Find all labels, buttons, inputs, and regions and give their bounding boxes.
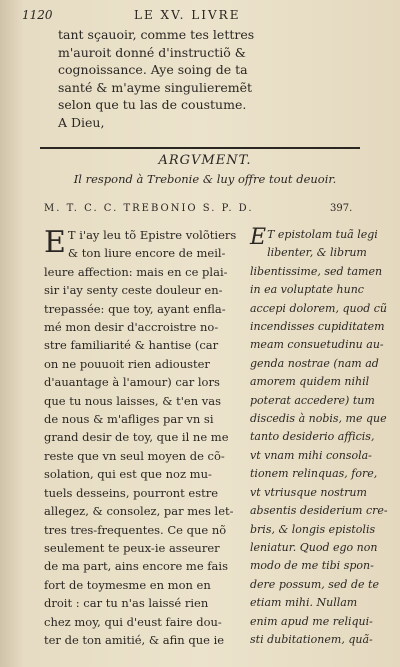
section-rule xyxy=(40,147,360,149)
text-line: seulement te peux-ie asseurer xyxy=(44,540,220,555)
text-line: sir i'ay senty ceste douleur en- xyxy=(44,283,223,298)
text-line: droit : car tu n'as laissé rien xyxy=(44,596,209,611)
text-line: leniatur. Quod ego non xyxy=(250,540,378,554)
text-line: ter de ton amitié, & afin que ie xyxy=(44,632,225,647)
text-line: poterat accedere) tum xyxy=(250,393,375,407)
text-line: vt vnam mihi consola- xyxy=(250,448,372,462)
text-line: T epistolam tuã legi xyxy=(267,228,378,241)
text-line: meam consuetudinu au- xyxy=(250,338,384,352)
text-line: santé & m'ayme singulieremẽt xyxy=(58,79,252,95)
running-title: LE XV. LIVRE xyxy=(134,8,241,22)
text-line: grand desir de toy, que il ne me xyxy=(44,430,229,445)
text-line: absentis desiderium cre- xyxy=(250,504,388,518)
text-line: dere possum, sed de te xyxy=(250,577,379,591)
text-line: tant sçauoir, comme tes lettres xyxy=(58,27,255,42)
drop-capital: E xyxy=(250,225,267,250)
text-line: tanto desiderio afficis, xyxy=(250,430,375,444)
letter-number: 397. xyxy=(330,203,353,214)
text-line: mé mon desir d'accroistre no- xyxy=(44,320,219,335)
text-line: & ton liure encore de meil- xyxy=(67,246,226,261)
text-line: d'auantage à l'amour) car lors xyxy=(44,375,220,390)
text-line: accepi dolorem, quod cũ xyxy=(250,301,387,315)
text-line: discedis à nobis, me que xyxy=(250,412,387,426)
text-line: incendisses cupiditatem xyxy=(250,320,385,334)
text-line: sti dubitationem, quã- xyxy=(250,632,373,646)
text-line: etiam mihi. Nullam xyxy=(250,596,358,610)
text-line: on ne pouuoit rien adiouster xyxy=(44,356,210,371)
text-line: bris, & longis epistolis xyxy=(250,522,376,536)
text-line: selon que tu las de coustume. xyxy=(58,97,247,112)
text-line: tres tres-frequentes. Ce que nõ xyxy=(44,522,227,537)
text-line: in ea voluptate hunc xyxy=(250,283,364,297)
text-line: libenter, & librum xyxy=(267,246,367,260)
text-line: enim apud me reliqui- xyxy=(250,614,373,628)
french-column xyxy=(44,226,244,649)
text-line: fort de toymesme en mon en xyxy=(44,577,211,592)
text-line: que tu nous laisses, & t'en vas xyxy=(44,393,222,408)
text-line: modo de me tibi spon- xyxy=(250,559,374,573)
text-line: tuels desseins, pourront estre xyxy=(44,485,219,500)
text-line: amorem quidem nihil xyxy=(250,375,370,389)
text-line: trepassée: que toy, ayant enfla- xyxy=(44,301,226,316)
previous-letter-ending xyxy=(58,26,255,131)
text-line: reste que vn seul moyen de cõ- xyxy=(44,448,225,463)
page-number: 1120 xyxy=(22,8,53,22)
running-header xyxy=(22,8,380,26)
text-line: T i'ay leu tõ Epistre volõtiers xyxy=(67,228,237,242)
argument-summary: Il respond à Trebonie & luy offre tout deuoir. xyxy=(73,172,337,186)
text-line: chez moy, qui d'eust faire dou- xyxy=(44,614,222,629)
letter-salutation: M. T. C. C. TREBONIO S. P. D. xyxy=(44,203,254,214)
text-line: solation, qui est que noz mu- xyxy=(44,467,212,482)
text-line: m'auroit donné d'instructiõ & xyxy=(58,44,246,60)
text-line: libentissime, sed tamen xyxy=(250,264,383,278)
text-line: tionem relinquas, fore, xyxy=(250,467,378,481)
text-line: de nous & m'afliges par vn si xyxy=(44,412,214,427)
drop-capital: E xyxy=(44,225,66,260)
text-line: de ma part, ains encore me fais xyxy=(44,559,228,574)
text-line: allegez, & consolez, par mes let- xyxy=(44,504,234,519)
text-line: stre familiarité & hantise (car xyxy=(44,338,219,353)
text-line: genda nostrae (nam ad xyxy=(250,356,379,370)
latin-column xyxy=(250,225,388,649)
text-line: cognoissance. Aye soing de ta xyxy=(58,62,248,77)
text-line: A Dieu, xyxy=(58,114,105,130)
argument-heading: ARGVMENT. xyxy=(158,153,252,168)
text-line: vt vtriusque nostrum xyxy=(250,485,367,499)
text-line: leure affection: mais en ce plai- xyxy=(44,264,228,279)
